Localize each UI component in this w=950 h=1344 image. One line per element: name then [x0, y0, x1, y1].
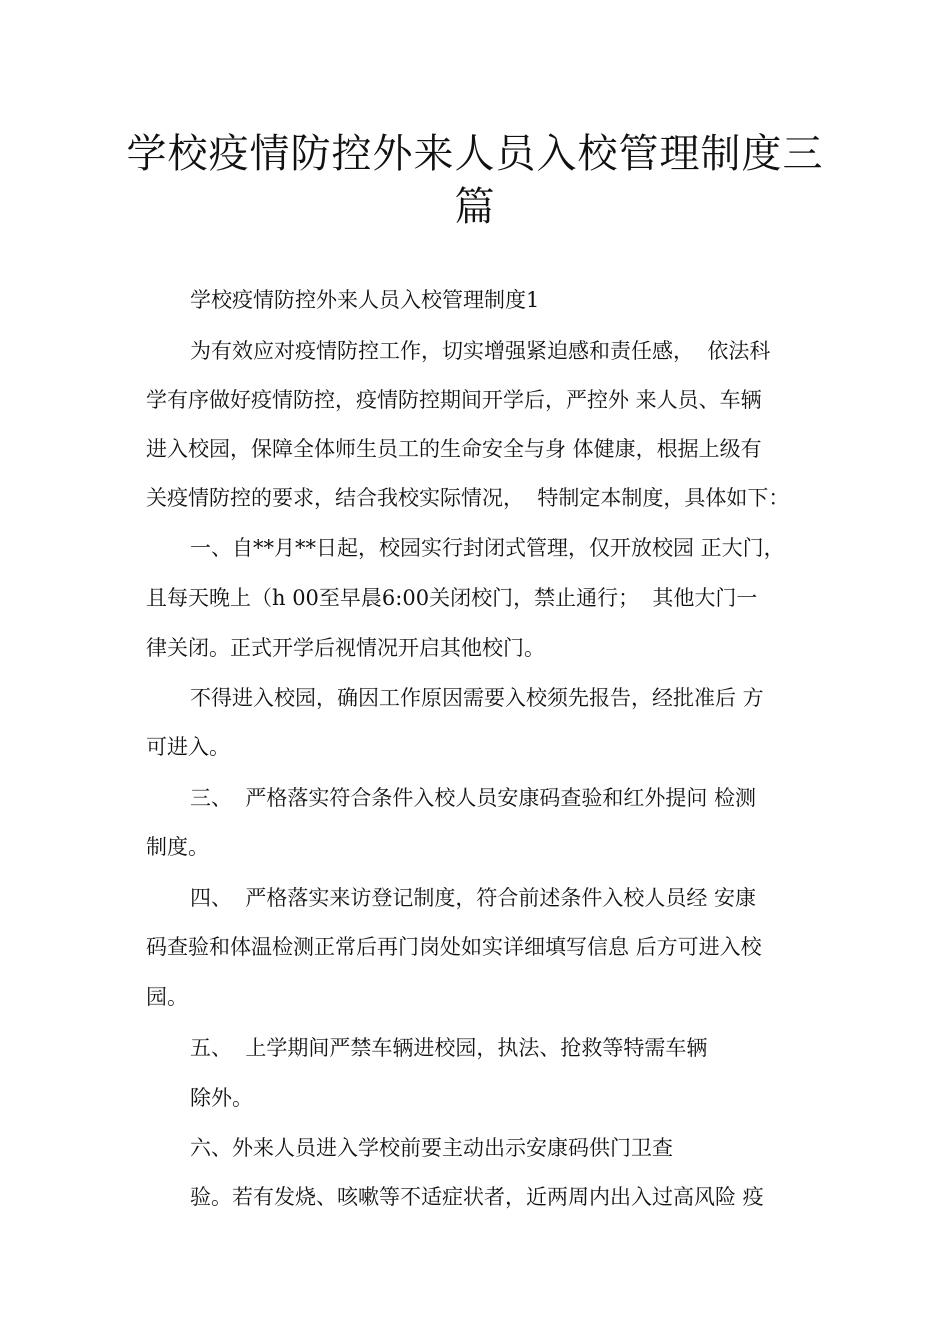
paragraph-line: 码查验和体温检测正常后再门岗处如实详细填写信息 后方可进入校: [146, 935, 762, 959]
paragraph-line: 验。若有发烧、咳嗽等不适症状者，近两周内出入过高风险 疫: [190, 1185, 764, 1209]
paragraph-line: 且每天晚上（h 00至早晨6:00关闭校门，禁止通行； 其他大门一: [146, 586, 758, 610]
paragraph-line: 为有效应对疫情防控工作，切实增强紧迫感和责任感， 依法科: [190, 339, 771, 363]
paragraph-line: 不得进入校园，确因工作原因需要入校须先报告，经批准后 方: [190, 686, 764, 710]
paragraph-line: 一、自**月**日起，校园实行封闭式管理，仅开放校园 正大门，: [190, 536, 785, 560]
paragraph-line: 关疫情防控的要求，结合我校实际情况， 特制定本制度，具体如下：: [146, 486, 790, 510]
paragraph-line: 制度。: [146, 835, 209, 859]
document-title-line-2: 篇: [454, 184, 496, 230]
paragraph-line: 学有序做好疫情防控，疫情防控期间开学后，严控外 来人员、车辆: [146, 388, 762, 412]
paragraph-line: 进入校园，保障全体师生员工的生命安全与身 体健康，根据上级有: [146, 437, 762, 461]
paragraph-line: 五、 上学期间严禁车辆进校园，执法、抢救等特需车辆: [190, 1036, 708, 1060]
paragraph-line: 三、 严格落实符合条件入校人员安康码查验和红外提问 检测: [190, 786, 757, 810]
paragraph-line: 六、外来人员进入学校前要主动出示安康码供门卫查: [190, 1136, 673, 1160]
document-title-line-1: 学校疫情防控外来人员入校管理制度三: [126, 131, 824, 177]
paragraph-line: 除外。: [190, 1086, 253, 1110]
paragraph-line: 律关闭。正式开学后视情况开启其他校门。: [146, 636, 545, 660]
paragraph-line: 可进入。: [146, 735, 230, 759]
paragraph-line: 园。: [146, 985, 188, 1009]
section-heading: 学校疫情防控外来人员入校管理制度1: [190, 288, 540, 312]
paragraph-line: 四、 严格落实来访登记制度，符合前述条件入校人员经 安康: [190, 886, 757, 910]
